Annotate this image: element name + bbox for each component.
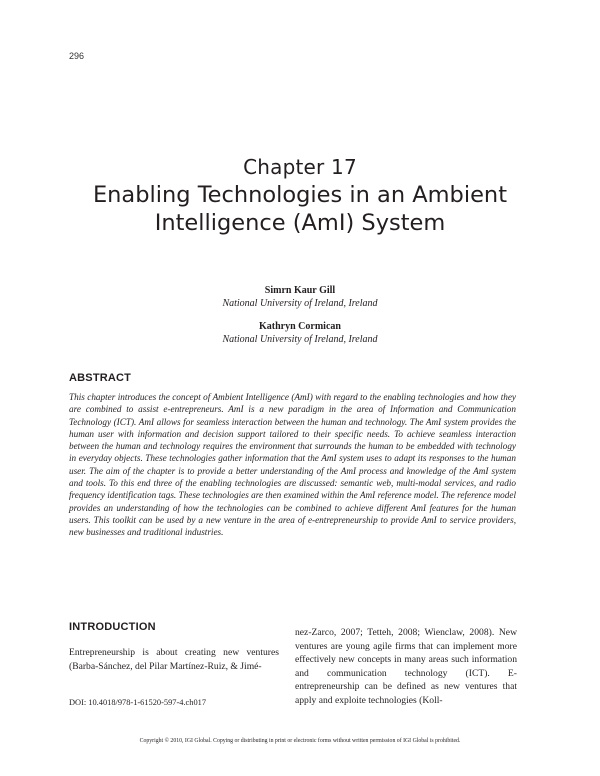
page-number: 296 xyxy=(69,51,85,61)
abstract-text: This chapter introduces the concept of Ambient Intelligence (AmI) with regard to the enabling technologies and how they are combined to assist e-entrepreneurs. AmI is a new paradigm in the area of Information and Communication Technology (ICT). AmI allows for seamless interaction between the human and technology. The AmI system provides the human user with information and decision support tailored to their specific needs. To achieve seamless interaction between the human and technology requires the environment that surrounds the human to be embedded with technology in everyday objects. These technologies gather information that the AmI system uses to adapt its responses to the human user. The aim of the chapter is to provide a better understanding of the AmI process and knowledge of the AmI system and tools. To this end three of the enabling technologies are discussed: semantic web, multi-modal services, and radio frequency identification tags. These technologies are then examined within the AmI reference model. The reference model provides an understanding of how the technologies can be combined to achieve different AmI features for the human users. This toolkit can be used by a new venture in the area of e-entrepreneurship to provide AmI to service providers, new businesses and traditional industries. xyxy=(69,392,516,538)
author-block xyxy=(0,284,600,310)
author-affiliation: National University of Ireland, Ireland xyxy=(222,334,378,345)
introduction-text-right: nez-Zarco, 2007; Tetteh, 2008; Wienclaw, 2008). New ventures are young agile firms that can implement more effectively new concepts in many areas such information and communication technology (ICT). E-entrepreneurship can be defined as new ventures that apply and exploite technologies (Koll- xyxy=(295,627,517,706)
abstract-heading: ABSTRACT xyxy=(69,372,132,384)
author-block xyxy=(0,320,600,346)
introduction-text-left: Entrepreneurship is about creating new ventures (Barba-Sánchez, del Pilar Martínez-Ruiz, & Jimé- xyxy=(69,647,279,672)
chapter-label: Chapter 17 xyxy=(243,155,357,179)
copyright-notice: Copyright © 2010, IGI Global. Copying or distributing in print or electronic forms without written permission of IGI Global is prohibited. xyxy=(139,738,461,744)
introduction-heading: INTRODUCTION xyxy=(69,621,156,633)
chapter-title: Enabling Technologies in an Ambient Intelligence (AmI) System xyxy=(92,182,508,236)
author-affiliation: National University of Ireland, Ireland xyxy=(222,298,378,309)
author-name: Simrn Kaur Gill xyxy=(264,285,336,296)
doi: DOI: 10.4018/978-1-61520-597-4.ch017 xyxy=(69,698,207,707)
author-name: Kathryn Cormican xyxy=(259,321,341,332)
